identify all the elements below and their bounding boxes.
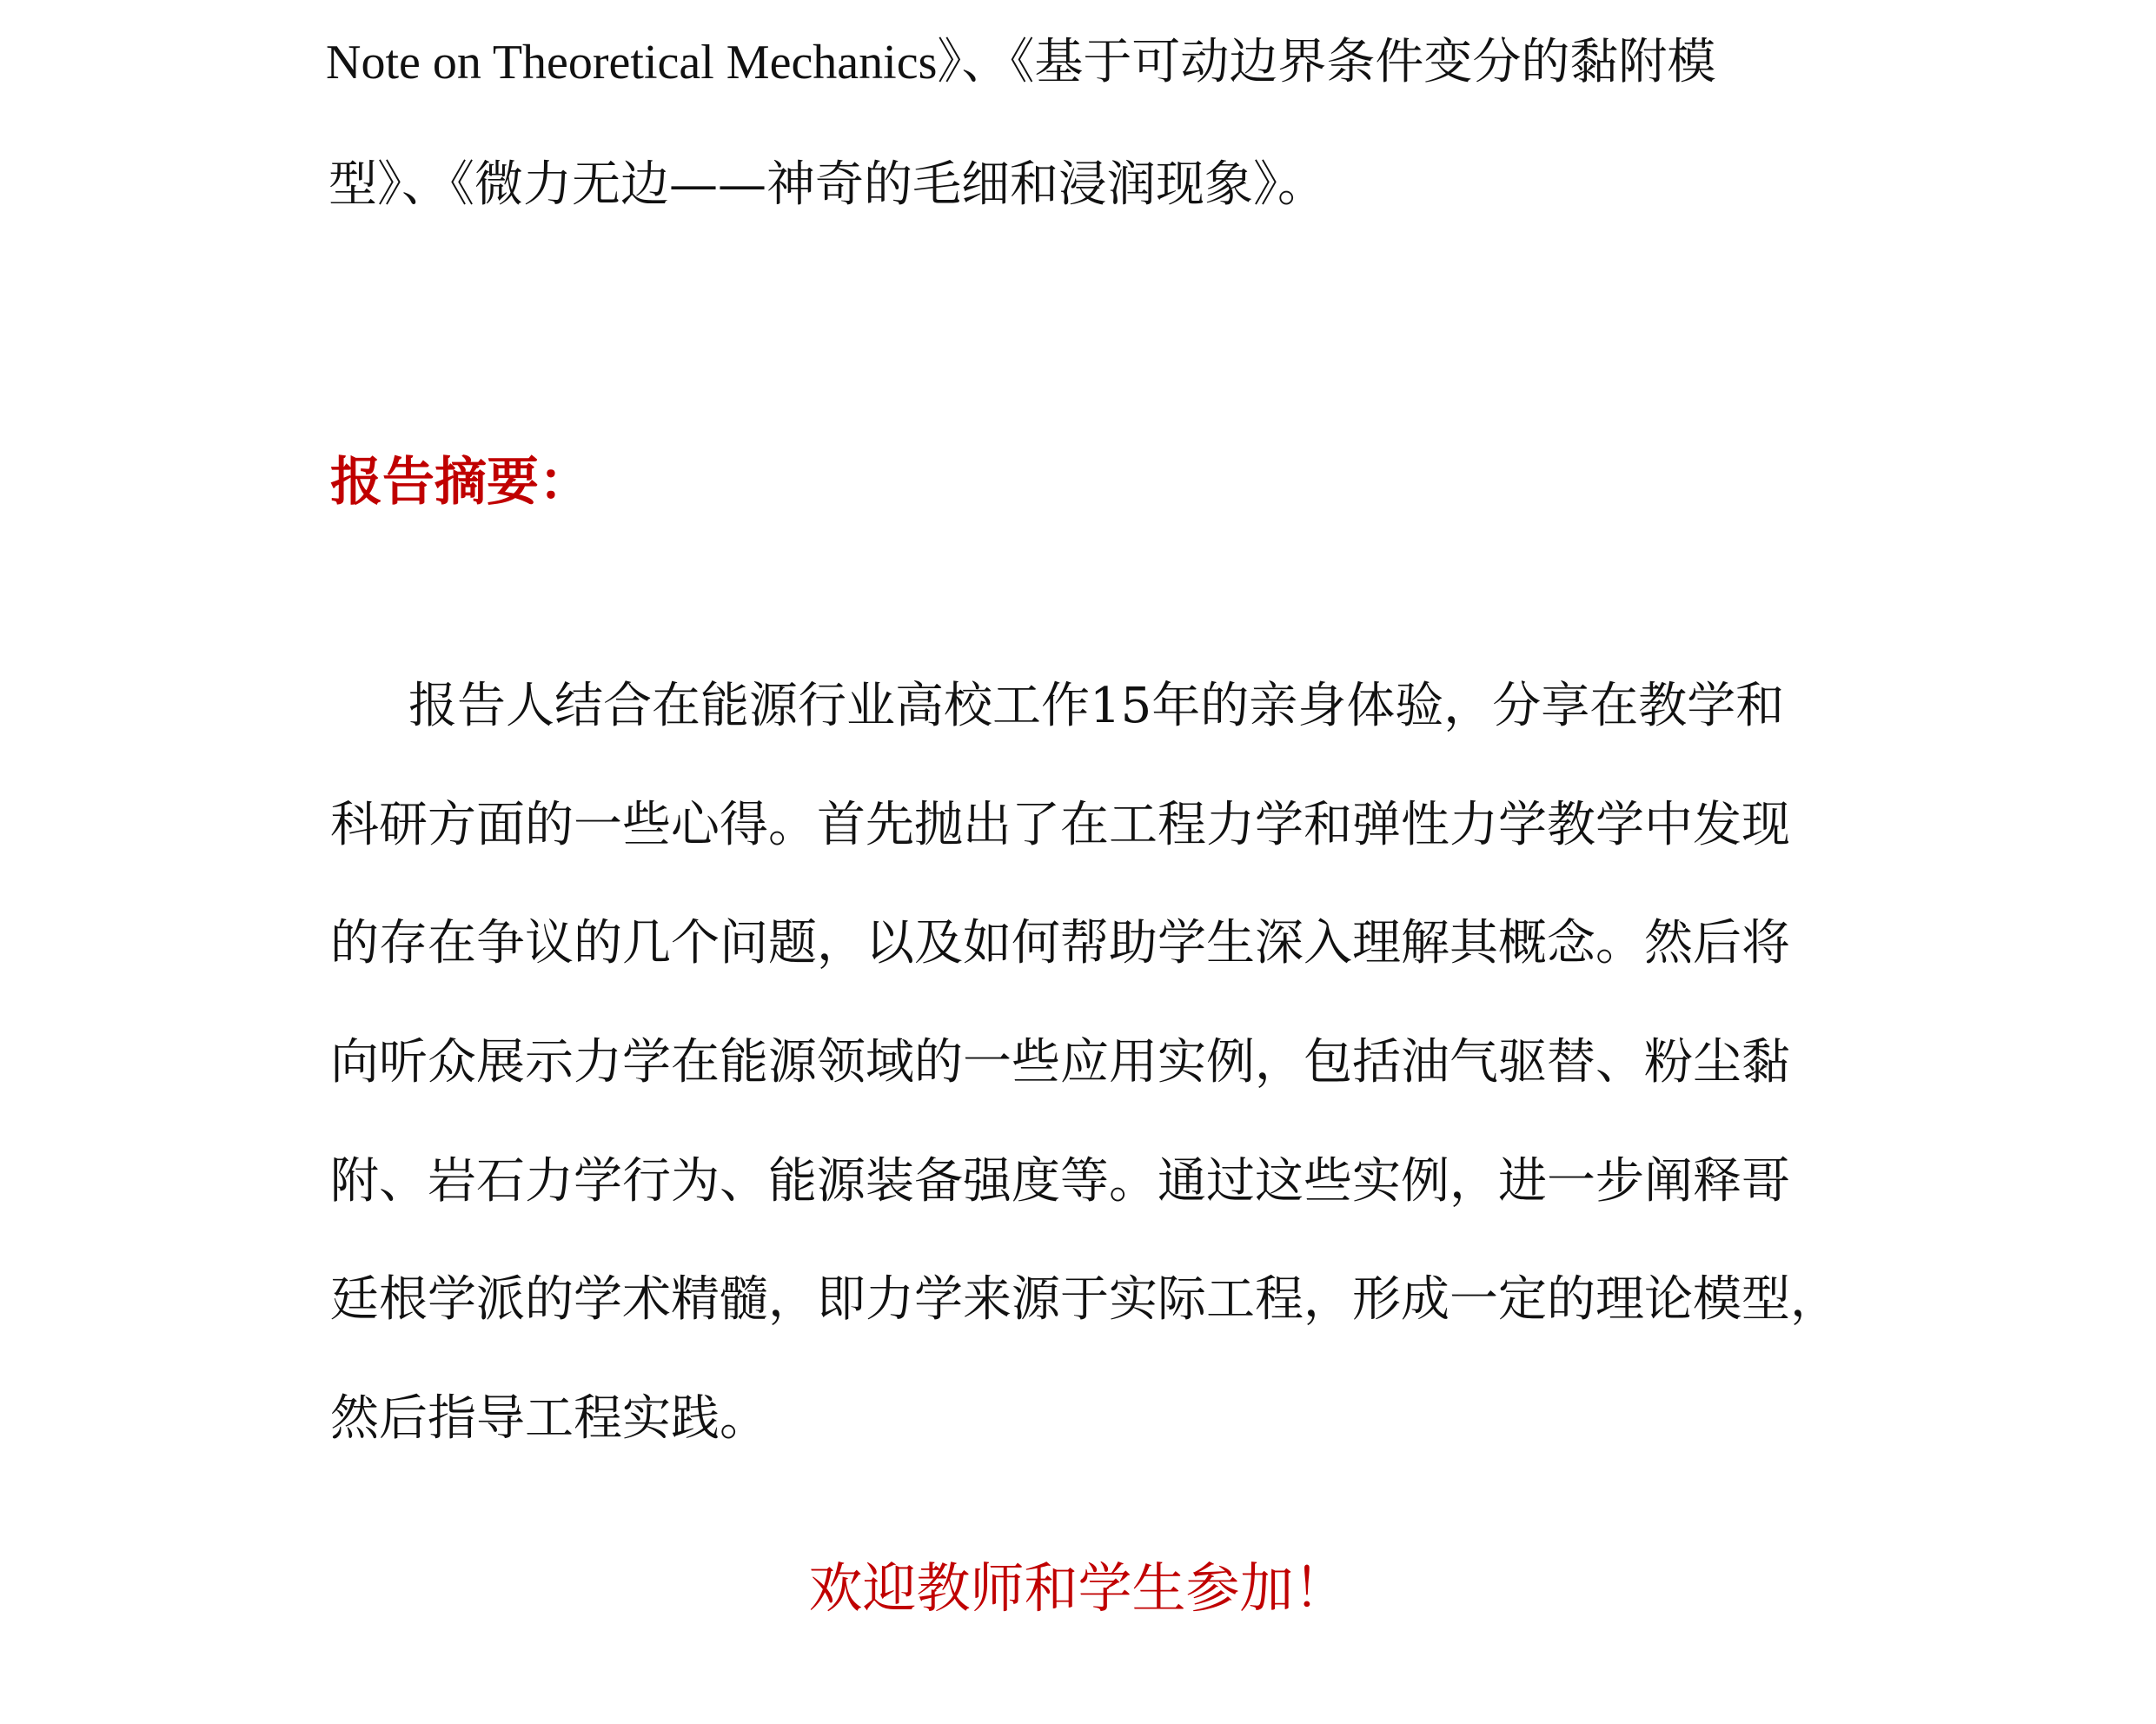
abstract-heading: 报告摘要： xyxy=(330,452,591,513)
welcome-message: 欢迎教师和学生参加！ xyxy=(808,1556,1348,1620)
abstract-line-4: 向听众展示力学在能源领域的一些应用实例，包括油气驱替、粉尘黏 xyxy=(330,1034,1790,1091)
abstract-line-7: 然后指导工程实践。 xyxy=(330,1390,768,1447)
intro-line-2: 型》、《微力无边——神奇的毛细和浸润现象》。 xyxy=(328,156,1326,213)
abstract-line-2: 科研方面的一些心得。首先抛出了在工程力学和弹性力学教学中发现 xyxy=(330,797,1790,853)
abstract-line-5: 附、岩石力学行为、能源装备强度等。通过这些实例，进一步阐释哥 xyxy=(330,1153,1790,1210)
abstract-line-3: 的存在争议的几个问题，以及如何帮助学生深入理解其概念。然后将 xyxy=(330,915,1790,971)
intro-line-1: Note on Theoretical Mechanics》、《基于可动边界条件变分的黏附模 xyxy=(326,36,1716,90)
abstract-line-1: 报告人结合在能源行业高校工作15年的亲身体验，分享在教学和 xyxy=(408,678,1785,734)
abstract-line-6: 廷根学派的学术精髓，即力学来源于实际工程，形成一定的理论模型， xyxy=(330,1271,1839,1328)
